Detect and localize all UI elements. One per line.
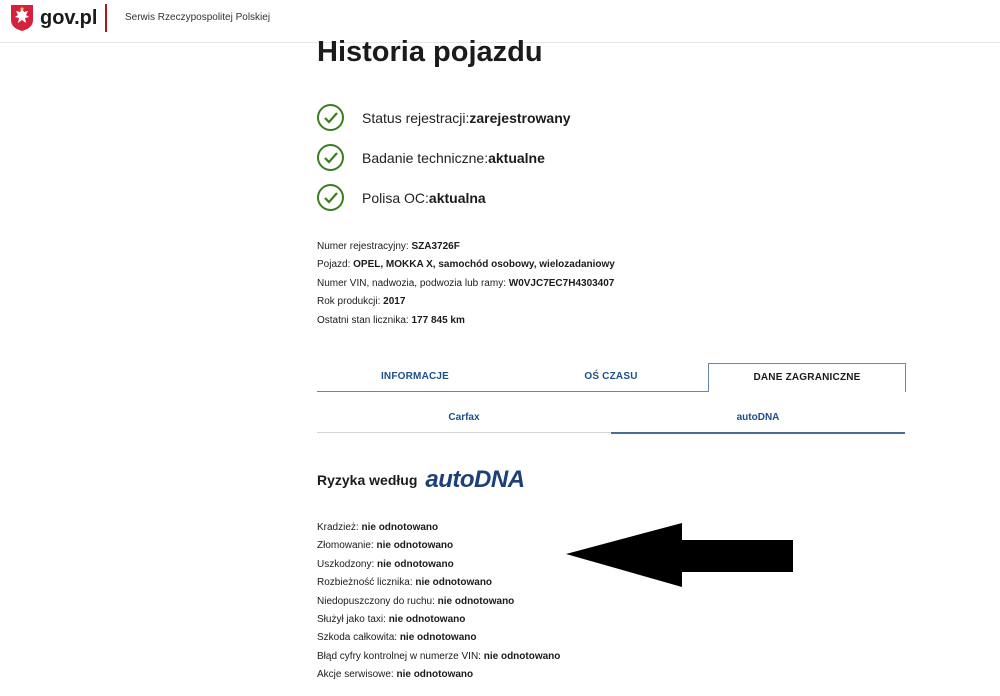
- risk-item: [317, 537, 560, 555]
- risk-item: [317, 519, 560, 537]
- risk-item: [317, 556, 560, 574]
- risk-item: [317, 611, 560, 629]
- check-circle-icon: [317, 144, 344, 171]
- risk-label: Uszkodzony:: [317, 558, 378, 570]
- risk-list: [317, 519, 560, 685]
- risk-label: Złomowanie:: [317, 540, 377, 552]
- info-label: Ostatni stan licznika:: [317, 314, 412, 326]
- tab-dane-zagraniczne[interactable]: DANE ZAGRANICZNE: [708, 363, 906, 392]
- header-tagline: Serwis Rzeczypospolitej Polskiej: [125, 12, 271, 23]
- info-value: SZA3726F: [411, 241, 460, 252]
- risk-value: nie odnotowano: [376, 540, 454, 552]
- vehicle-info-row: [317, 293, 615, 311]
- status-label: Status rejestracji:: [362, 109, 470, 126]
- risk-item: [317, 666, 560, 684]
- info-value: OPEL, MOKKA X, samochód osobowy, wielozadaniowy: [353, 259, 615, 271]
- risk-item: [317, 593, 560, 611]
- risk-item: [317, 574, 560, 592]
- risk-value: nie odnotowano: [437, 595, 515, 607]
- polish-eagle-icon: [10, 4, 34, 32]
- risk-label: Niedopuszczony do ruchu:: [317, 595, 438, 607]
- risk-label: Szkoda całkowita:: [317, 632, 400, 644]
- tab-os-czasu[interactable]: OŚ CZASU: [584, 371, 638, 382]
- check-circle-icon: [317, 104, 344, 131]
- risk-label: Kradzież:: [317, 522, 362, 533]
- vehicle-info: [317, 238, 615, 330]
- risk-header: [317, 466, 525, 494]
- risk-value: nie odnotowano: [415, 577, 493, 589]
- risk-value: nie odnotowano: [483, 650, 561, 662]
- status-registration: [317, 104, 571, 131]
- status-value: aktualne: [488, 149, 545, 166]
- tab-informacje[interactable]: INFORMACJE: [380, 371, 450, 382]
- risk-value: nie odnotowano: [361, 522, 439, 533]
- risk-value: nie odnotowano: [377, 558, 454, 570]
- status-label: Badanie techniczne:: [362, 149, 489, 166]
- info-label: Numer VIN, nadwozia, podwozia lub ramy:: [317, 277, 509, 289]
- risk-item: [317, 629, 560, 647]
- main-tabs: [317, 363, 905, 392]
- risk-heading: Ryzyka według: [317, 472, 418, 488]
- page-title: Historia pojazdu: [317, 36, 543, 68]
- vehicle-info-row: [317, 256, 615, 274]
- autodna-logo: autoDNA: [425, 466, 525, 493]
- vehicle-info-row: [317, 275, 615, 293]
- status-value: aktualna: [428, 189, 486, 206]
- vehicle-info-row: [317, 312, 615, 330]
- status-label: Polisa OC:: [362, 189, 429, 206]
- info-label: Pojazd:: [317, 259, 354, 271]
- risk-label: Rozbieżność licznika:: [317, 577, 416, 589]
- info-value: 2017: [383, 296, 406, 308]
- risk-value: nie odnotowano: [396, 669, 474, 681]
- header-divider: [105, 4, 107, 32]
- gov-logo[interactable]: [10, 4, 97, 32]
- risk-item: [317, 648, 560, 666]
- sub-tabs: [317, 404, 905, 434]
- risk-label: Błąd cyfry kontrolnej w numerze VIN:: [317, 650, 484, 662]
- status-inspection: [317, 144, 545, 171]
- info-label: Rok produkcji:: [317, 296, 384, 308]
- info-value: W0VJC7EC7H4303407: [508, 277, 615, 289]
- risk-value: nie odnotowano: [399, 632, 477, 644]
- subtab-carfax[interactable]: Carfax: [317, 404, 611, 433]
- arrow-left-icon: [566, 523, 796, 589]
- subtab-autodna[interactable]: autoDNA: [611, 404, 905, 434]
- info-value: 177 845 km: [411, 314, 465, 326]
- risk-label: Służył jako taxi:: [317, 614, 389, 626]
- status-value: zarejestrowany: [469, 109, 571, 126]
- info-label: Numer rejestracyjny:: [317, 241, 412, 252]
- gov-logo-text: gov.pl: [40, 6, 98, 29]
- risk-label: Akcje serwisowe:: [317, 669, 397, 681]
- risk-value: nie odnotowano: [388, 614, 466, 626]
- vehicle-info-row: [317, 238, 615, 256]
- check-circle-icon: [317, 184, 344, 211]
- status-insurance: [317, 184, 486, 211]
